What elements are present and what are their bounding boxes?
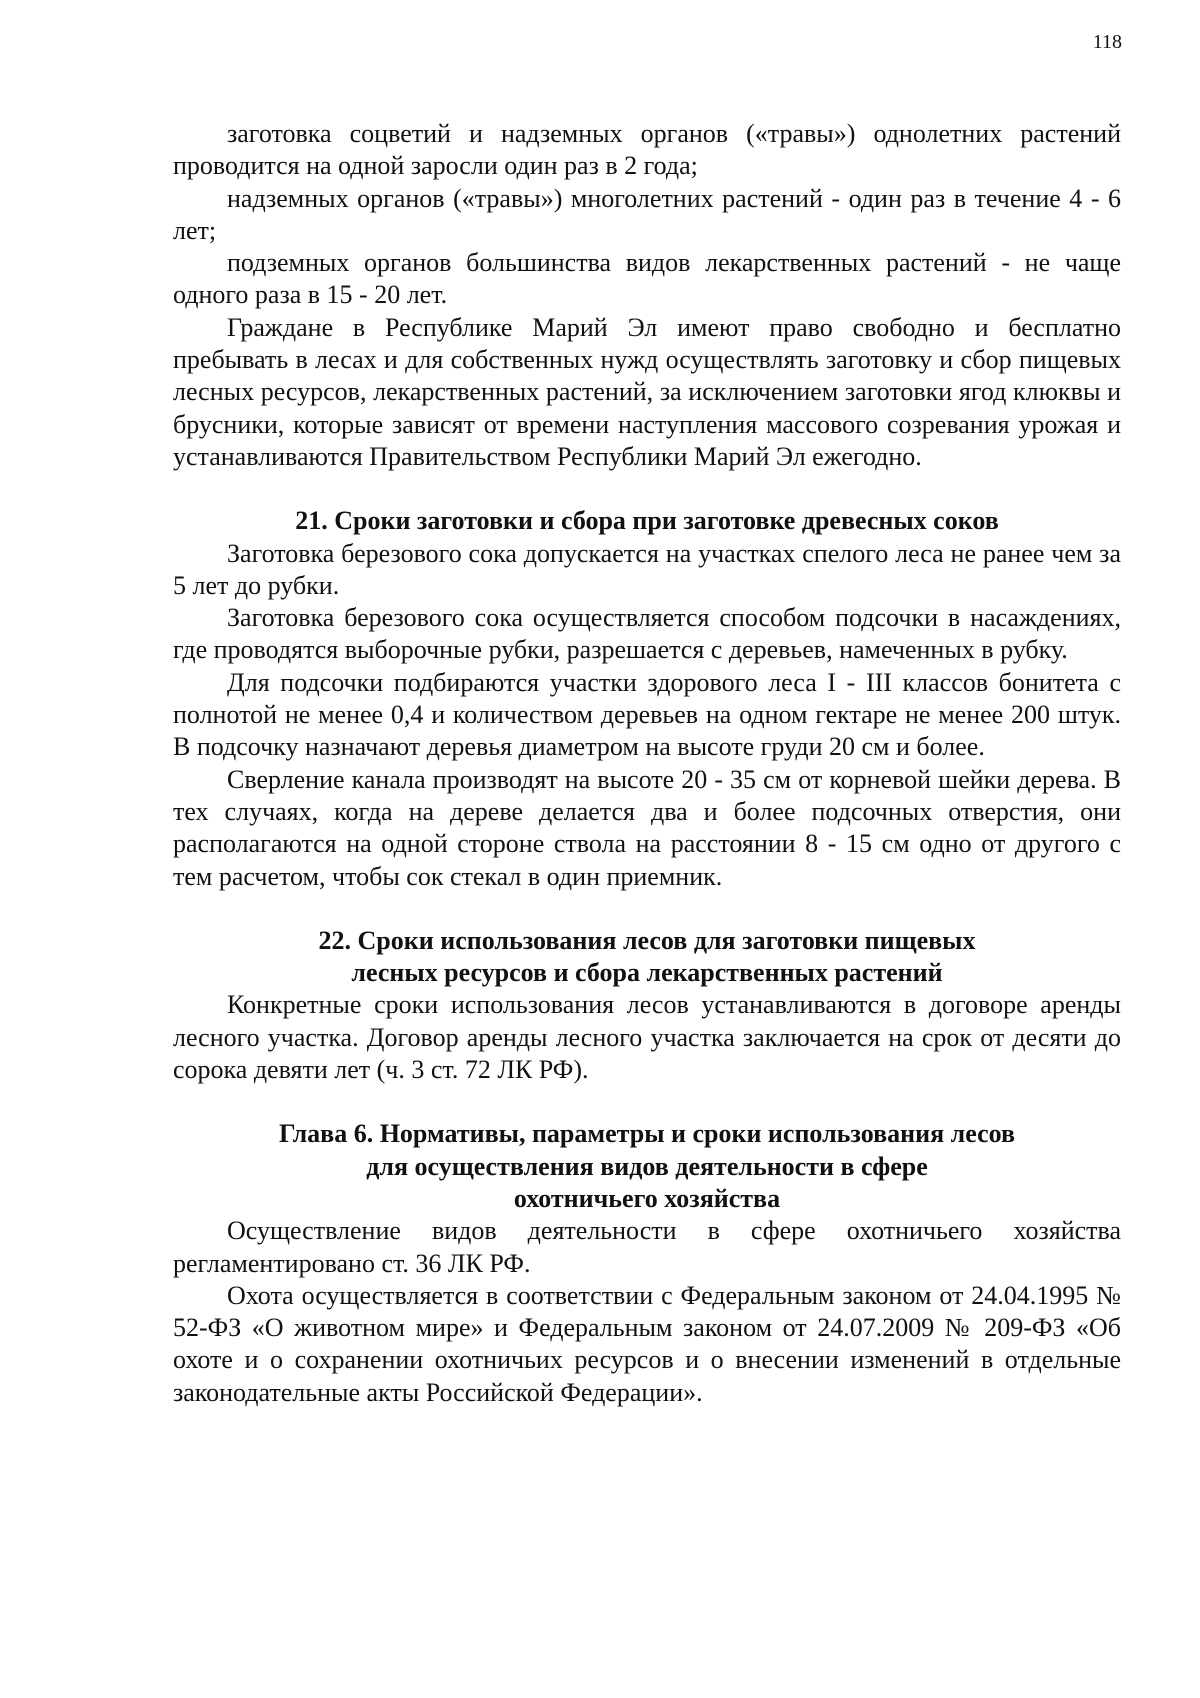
paragraph: надземных органов («травы») многолетних растений - один раз в течение 4 - 6 лет;	[173, 183, 1121, 245]
chapter-6-heading-line-3: охотничьего хозяйства	[513, 1183, 781, 1213]
page-number: 118	[1092, 31, 1122, 53]
paragraph: Для подсочки подбираются участки здорового леса I - III классов бонитета с полнотой не менее 0,4 и количеством деревьев на одном гектаре не менее 200 штук. В подсочку назначают деревья диаметром на высоте груди 20 см и более.	[173, 667, 1121, 762]
section-spacer	[173, 893, 1121, 925]
chapter-6-heading-line-2: для осуществления видов деятельности в сфере	[366, 1151, 928, 1181]
paragraph: подземных органов большинства видов лекарственных растений - не чаще одного раза в 15 - 20 лет.	[173, 248, 1121, 310]
paragraph: Заготовка березового сока осуществляется способом подсочки в насаждениях, где проводятся выборочные рубки, разрешается с деревьев, намеченных в рубку.	[173, 603, 1121, 665]
section-22-heading-line-2: лесных ресурсов и сбора лекарственных растений	[351, 958, 943, 988]
paragraph: Сверление канала производят на высоте 20 - 35 см от корневой шейки дерева. В тех случаях, когда на дереве делается два и более подсочных отверстия, они располагаются на одной стороне ствола на расстоянии 8 - 15 см одно от другого с тем расчетом, чтобы сок стекал в один приемник.	[173, 764, 1121, 891]
section-21-heading: 21. Сроки заготовки и сбора при заготовке древесных соков	[295, 506, 999, 536]
paragraph: Осуществление видов деятельности в сфере охотничьего хозяйства регламентировано ст. 36 ЛК РФ.	[173, 1216, 1121, 1278]
paragraph: Конкретные сроки использования лесов устанавливаются в договоре аренды лесного участка. Договор аренды лесного участка заключается на срок от десяти до сорока девяти лет (ч. 3 ст. 72 ЛК РФ).	[173, 990, 1121, 1085]
section-22-heading-line-1: 22. Сроки использования лесов для заготовки пищевых	[318, 925, 976, 955]
paragraph: Заготовка березового сока допускается на участках спелого леса не ранее чем за 5 лет до рубки.	[173, 538, 1121, 600]
chapter-6-heading-line-1: Глава 6. Нормативы, параметры и сроки использования лесов	[278, 1119, 1016, 1149]
paragraph: Охота осуществляется в соответствии с Федеральным законом от 24.04.1995 № 52-ФЗ «О животном мире» и Федеральным законом от 24.07.2009 № 209-ФЗ «Об охоте и о сохранении охотничьих ресурсов и о внесении изменений в отдельные законодательные акты Российской Федерации».	[173, 1280, 1121, 1407]
paragraph: Граждане в Республике Марий Эл имеют право свободно и бесплатно пребывать в лесах и для собственных нужд осуществлять заготовку и сбор пищевых лесных ресурсов, лекарственных растений, за исключением заготовки ягод клюквы и брусники, которые зависят от времени наступления массового созревания урожая и устанавливаются Правительством Республики Марий Эл ежегодно.	[173, 312, 1121, 471]
page-content	[173, 118, 1121, 1409]
section-spacer	[173, 1086, 1121, 1118]
section-spacer	[173, 473, 1121, 505]
paragraph: заготовка соцветий и надземных органов («травы») однолетних растений проводится на одной заросли один раз в 2 года;	[173, 119, 1121, 181]
